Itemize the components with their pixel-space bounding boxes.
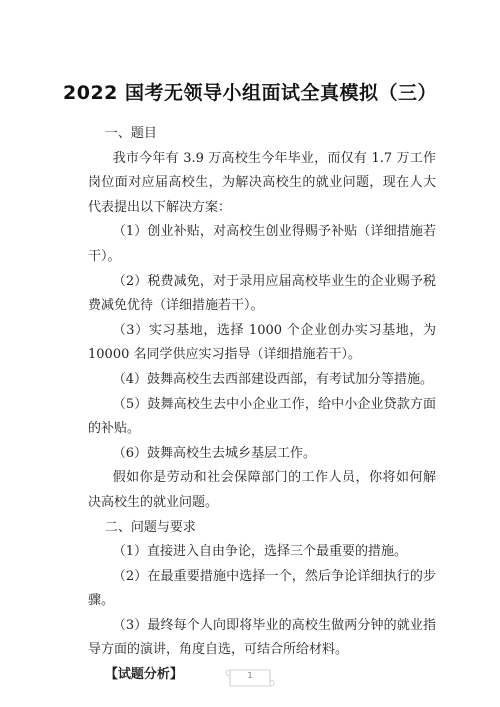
- paragraph: （3）最终每个人向即将毕业的高校生做两分钟的就业指导方面的演讲，角度自选，可结合所给材料。: [88, 617, 436, 658]
- paragraph: （2）在最重要措施中选择一个，然后争论详细执行的步骤。: [88, 568, 436, 609]
- paragraph: （4）鼓舞高校生去西部建设西部，有考试加分等措施。: [112, 371, 433, 387]
- page-footer: [222, 666, 278, 690]
- page-number: 1: [247, 671, 253, 680]
- section-heading: 二、问题与要求: [104, 519, 196, 535]
- paragraph: （2）税费减免，对于录用应届高校毕业生的企业赐予税费减免优待（详细措施若干）。: [88, 273, 436, 314]
- paragraph: 假如你是劳动和社会保障部门的工作人员，你将如何解决高校生的就业问题。: [88, 470, 436, 510]
- analysis-heading: 【试题分析】: [104, 667, 183, 683]
- paragraph: 我市今年有 3.9 万高校生今年毕业，而仅有 1.7 万工作岗位面对应届高校生，为解决高校生的就业问题，现在人大代表提出以下解决方案：: [88, 150, 436, 215]
- paragraph: （5）鼓舞高校生去中小企业工作，给中小企业贷款方面的补贴。: [88, 396, 436, 437]
- paragraph: （3）实习基地，选择 1000 个企业创办实习基地，为 10000 名同学供应实习指导（详细措施若干）。: [88, 322, 436, 363]
- document-title: 2022 国考无领导小组面试全真模拟（三）: [63, 82, 437, 104]
- paragraph: （1）直接进入自由争论，选择三个最重要的措施。: [112, 544, 407, 560]
- section-heading: 一、题目: [104, 126, 157, 141]
- paragraph: （6）鼓舞高校生去城乡基层工作。: [112, 445, 316, 461]
- paragraph: （1）创业补贴，对高校生创业得赐予补贴（详细措施若干）。: [88, 224, 436, 264]
- document-body: [88, 122, 436, 688]
